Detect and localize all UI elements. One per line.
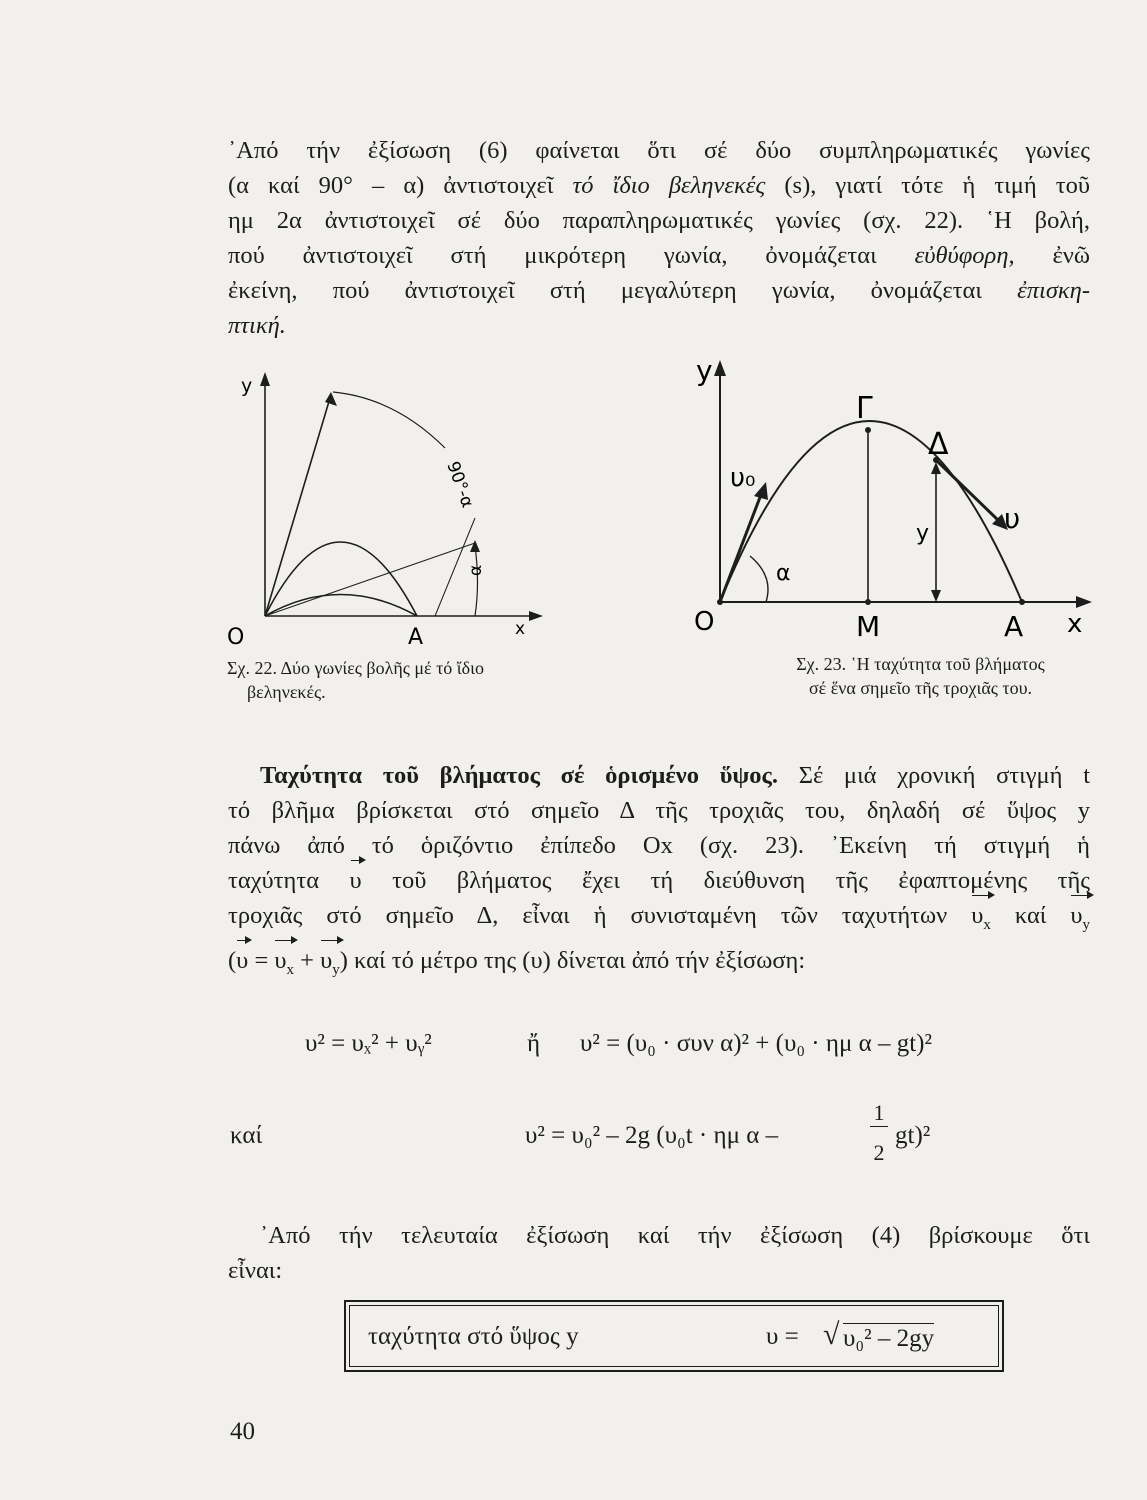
text-span: καί τό μέτρο της (υ) δίνεται ἀπό τήν ἐξίσωση: <box>354 946 806 974</box>
text-span: τροχιᾶς στό σημεῖο Δ, εἶναι ἡ συνισταμένη τῶν ταχυτήτων <box>228 902 948 929</box>
label-y: y <box>696 354 713 387</box>
label-x: x <box>515 619 526 639</box>
result-formula-left: υ = <box>766 1323 799 1350</box>
arc-arrow <box>470 540 480 552</box>
fraction-denominator: 2 <box>873 1140 885 1165</box>
text-line <box>228 238 1090 273</box>
launch-angle-arc <box>750 556 768 602</box>
text-line <box>228 168 1090 203</box>
flat-trajectory <box>265 595 417 617</box>
initial-velocity-vector <box>720 492 762 602</box>
text-line: $(\upsilon = \upsilon_x + \upsilon_y)$ καί τό μέτρο της (υ) δίνεται ἀπό τήν ἐξίσωση: <box>228 943 1090 988</box>
x-axis-arrow <box>1076 596 1092 608</box>
vector-vy: $\upsilon_y$ <box>1070 898 1090 943</box>
vector-symbol: υ <box>350 863 362 898</box>
height-arrow-down <box>931 590 941 602</box>
vector-vx: $\upsilon_x$ <box>971 898 991 943</box>
text-span: ἐνῶ <box>1052 242 1091 269</box>
equation-speed-time: υ² = υ₀² – 2g (υ₀t · ημ α – <box>525 1122 779 1149</box>
caption-line: Σχ. 23. ῾Η ταχύτητα τοῦ βλήματος <box>796 654 1045 674</box>
text-line: τό βλῆμα βρίσκεται στό σημεῖο Δ τῆς τροχιᾶς του, δηλαδή σέ ὕψος y <box>228 797 1090 824</box>
figure-23-caption <box>748 652 1093 700</box>
text-line <box>228 758 1090 793</box>
text-span: καί <box>1014 902 1047 929</box>
text-line: ᾿Από τήν τελευταία ἐξίσωση καί τήν ἐξίσωση (4) βρίσκουμε ὅτι <box>260 1222 1090 1249</box>
page-number: 40 <box>230 1418 255 1445</box>
text-line <box>228 273 1090 308</box>
vector-v: υ <box>236 943 248 978</box>
equation-and: καί <box>230 1122 263 1149</box>
text-line: ημ 2α ἀντιστοιχεῖ σέ δύο παραπληρωματικές γωνίες (σχ. 22). ῾Η βολή, <box>228 207 1090 234</box>
initial-velocity-arrowhead <box>754 482 768 500</box>
text-span: Σέ μιά χρονική στιγμή t <box>798 762 1091 789</box>
equation-speed-expanded: υ² = (υ₀ · συν α)² + (υ₀ · ημ α – gt)² <box>580 1030 932 1057</box>
section-heading: Ταχύτητα τοῦ βλήματος σέ ὁρισμένο ὕψος. <box>260 762 778 789</box>
text-line: εἶναι: <box>228 1257 283 1284</box>
label-x: x <box>1067 609 1083 639</box>
y-axis-arrow <box>714 360 726 376</box>
paragraph-intro <box>228 133 1090 343</box>
apex-point <box>865 427 871 433</box>
italic-term: ἐπισκη- <box>1017 277 1090 304</box>
point-m <box>865 599 871 605</box>
steep-launch-line <box>265 398 330 616</box>
point-a <box>1019 599 1025 605</box>
text-line: ᾿Από τήν ἐξίσωση (6) φαίνεται ὅτι σέ δύο συμπληρωματικές γωνίες <box>228 137 1090 164</box>
vector-vy: $\upsilon_y$ <box>320 943 340 988</box>
origin-point <box>717 599 723 605</box>
label-complement-angle: 90°-α <box>442 458 478 511</box>
vector-vx: $\upsilon_x$ <box>274 943 294 988</box>
text-span: (s), γιατί τότε ἡ τιμή τοῦ <box>784 172 1090 199</box>
result-radicand: υ₀² – 2gy <box>843 1325 935 1352</box>
text-line: πάνω ἀπό τό ὁριζόντιο ἐπίπεδο Ox (σχ. 23). ᾿Εκείνη τή στιγμή ἡ <box>228 832 1090 859</box>
label-gamma: Γ <box>856 391 873 426</box>
text-span: πού ἀντιστοιχεῖ στή μικρότερη γωνία, ὀνομάζεται <box>228 242 877 269</box>
text-line: πτική. <box>228 312 286 339</box>
velocity-vector <box>936 460 1000 522</box>
text-span: (α καί 90° – α) ἀντιστοιχεῖ <box>228 172 554 199</box>
label-angle: α <box>466 564 486 576</box>
paragraph-velocity <box>228 758 1090 988</box>
label-y: y <box>241 375 253 397</box>
text-line <box>228 898 1090 943</box>
angle-arc-small <box>475 546 478 616</box>
paragraph-conclusion <box>228 1218 1090 1288</box>
italic-term: τό ἴδιο βεληνεκές <box>572 172 766 199</box>
sqrt-symbol: √ <box>823 1318 840 1351</box>
label-height: y <box>916 521 930 546</box>
label-angle: α <box>776 561 791 586</box>
figure-22 <box>225 368 555 648</box>
caption-line: Σχ. 22. Δύο γωνίες βολῆς μέ τό ἴδιο <box>227 658 484 678</box>
arc-arrow <box>325 392 337 406</box>
y-axis-arrow <box>260 372 270 386</box>
label-o: O <box>694 607 715 637</box>
label-a: A <box>408 625 424 648</box>
label-delta: Δ <box>928 427 949 462</box>
label-m: M <box>856 610 881 643</box>
text-span: ἐκείνη, πού ἀντιστοιχεῖ στή μεγαλύτερη γωνία, ὀνομάζεται <box>228 277 982 304</box>
figure-22-caption <box>227 656 557 704</box>
text-line <box>228 863 1090 898</box>
label-a: A <box>1004 610 1024 643</box>
label-v: υ <box>1004 502 1021 535</box>
fraction-numerator: 1 <box>870 1100 888 1127</box>
equation-tail: gt)² <box>895 1122 931 1149</box>
equation-or: ἤ <box>527 1030 541 1057</box>
angle-arc-large <box>333 392 445 448</box>
label-v0: υ₀ <box>730 463 756 493</box>
equation-speed-components: υ² = υₓ² + υᵧ² <box>305 1030 432 1057</box>
result-label: ταχύτητα στό ὕψος y <box>368 1323 579 1350</box>
text-span: ταχύτητα <box>228 867 320 894</box>
caption-line: σέ ἕνα σημεῖο τῆς τροχιᾶς του. <box>808 678 1033 698</box>
text-span: τοῦ βλήματος ἔχει τή διεύθυνση τῆς ἐφαπτομένης τῆς <box>392 867 1090 894</box>
result-box <box>344 1300 1004 1372</box>
x-axis-arrow <box>529 611 543 621</box>
label-o: O <box>227 625 245 648</box>
figure-23 <box>692 350 1102 650</box>
italic-term: εὐθύφορη, <box>914 242 1015 269</box>
caption-line: βεληνεκές. <box>247 682 326 702</box>
